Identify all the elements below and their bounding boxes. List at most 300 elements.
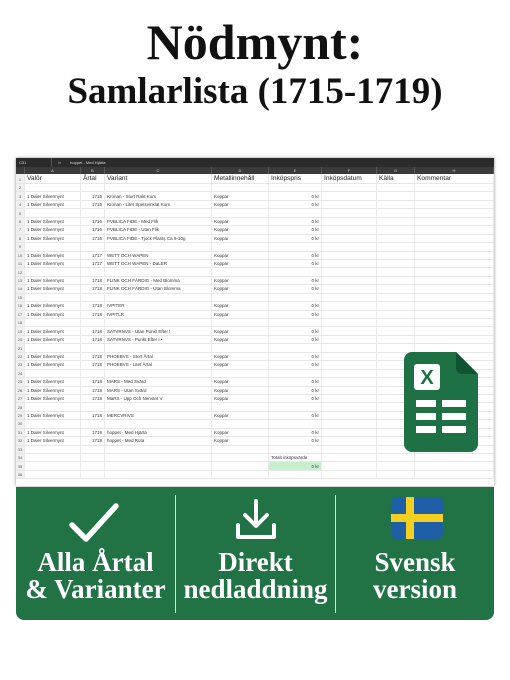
row-number[interactable]: 27 xyxy=(16,395,25,402)
cell[interactable] xyxy=(377,462,415,469)
cell[interactable]: MaRS - Upp Och Nervänt V xyxy=(105,395,212,402)
column-header[interactable]: B xyxy=(81,167,105,174)
cell[interactable] xyxy=(81,184,105,191)
cell[interactable]: 1718 xyxy=(81,327,105,334)
row-number[interactable]: 23 xyxy=(16,361,25,368)
cell[interactable]: 0 kr xyxy=(269,437,322,444)
cell[interactable] xyxy=(322,294,377,301)
cell[interactable] xyxy=(377,260,415,267)
column-header[interactable]: C xyxy=(105,167,212,174)
cell[interactable]: 1 Daler Silvermynt xyxy=(25,387,81,394)
cell[interactable]: 0 kr xyxy=(269,336,322,343)
cell[interactable] xyxy=(105,344,212,351)
cell[interactable] xyxy=(415,462,494,469)
row-number[interactable]: 9 xyxy=(16,243,25,250)
cell[interactable]: 1718 xyxy=(81,277,105,284)
cell[interactable] xyxy=(377,302,415,309)
cell[interactable] xyxy=(25,471,81,478)
cell[interactable]: Kronan - Litet Spetsvinklat Kors xyxy=(105,201,212,208)
row-number[interactable]: 8 xyxy=(16,235,25,242)
cell[interactable]: 0 kr xyxy=(269,226,322,233)
cell[interactable] xyxy=(81,268,105,275)
cell[interactable]: 1718 xyxy=(81,302,105,309)
cell[interactable] xyxy=(105,454,212,461)
row-number[interactable]: 28 xyxy=(16,403,25,410)
cell[interactable] xyxy=(322,454,377,461)
cell[interactable] xyxy=(105,243,212,250)
row-number[interactable]: 2 xyxy=(16,184,25,191)
cell[interactable]: PHOEBVS - Litet Årtal xyxy=(105,361,212,368)
cell[interactable] xyxy=(25,462,81,469)
cell[interactable]: MARS - Utan Svärd xyxy=(105,387,212,394)
cell[interactable] xyxy=(212,420,269,427)
cell[interactable] xyxy=(415,268,494,275)
cell[interactable] xyxy=(25,319,81,326)
cell[interactable] xyxy=(105,420,212,427)
cell[interactable]: 1 Daler Silvermynt xyxy=(25,302,81,309)
cell[interactable]: IVPITER xyxy=(105,302,212,309)
cell[interactable] xyxy=(322,302,377,309)
cell[interactable]: 1718 xyxy=(81,336,105,343)
corner-cell[interactable] xyxy=(16,167,25,174)
column-header[interactable]: G xyxy=(377,167,415,174)
cell[interactable]: Koppar xyxy=(212,218,269,225)
cell[interactable] xyxy=(415,285,494,292)
cell[interactable] xyxy=(269,209,322,216)
cell[interactable]: 1716 xyxy=(81,235,105,242)
column-title[interactable]: Årtal xyxy=(81,174,105,183)
cell[interactable]: 0 kr xyxy=(269,218,322,225)
row-number[interactable]: 35 xyxy=(16,462,25,469)
cell[interactable] xyxy=(105,446,212,453)
cell[interactable]: 0 kr xyxy=(269,387,322,394)
row-number[interactable]: 18 xyxy=(16,319,25,326)
cell[interactable] xyxy=(105,403,212,410)
cell[interactable] xyxy=(322,184,377,191)
cell[interactable] xyxy=(322,201,377,208)
cell[interactable] xyxy=(212,454,269,461)
cell[interactable] xyxy=(25,370,81,377)
cell[interactable]: 1 Daler Silvermynt xyxy=(25,378,81,385)
cell[interactable] xyxy=(322,344,377,351)
cell[interactable]: Koppar xyxy=(212,201,269,208)
cell[interactable] xyxy=(212,403,269,410)
row-number[interactable]: 26 xyxy=(16,387,25,394)
cell[interactable] xyxy=(269,446,322,453)
cell[interactable] xyxy=(377,454,415,461)
cell[interactable] xyxy=(322,361,377,368)
cell[interactable]: 1 Daler Silvermynt xyxy=(25,429,81,436)
cell[interactable]: hoppet - Med Hjärta xyxy=(105,429,212,436)
column-header[interactable]: D xyxy=(212,167,269,174)
cell[interactable] xyxy=(415,294,494,301)
cell[interactable] xyxy=(81,471,105,478)
cell[interactable] xyxy=(25,209,81,216)
cell[interactable]: 0 kr xyxy=(269,327,322,334)
cell[interactable] xyxy=(322,387,377,394)
cell[interactable] xyxy=(322,412,377,419)
row-number[interactable]: 34 xyxy=(16,454,25,461)
cell[interactable]: WETT OCH WAPEN - DaLER xyxy=(105,260,212,267)
cell[interactable]: 1 Daler Silvermynt xyxy=(25,192,81,199)
row-number[interactable]: 19 xyxy=(16,327,25,334)
cell[interactable] xyxy=(322,395,377,402)
row-number[interactable]: 21 xyxy=(16,344,25,351)
cell[interactable] xyxy=(269,471,322,478)
cell[interactable]: 1717 xyxy=(81,260,105,267)
cell[interactable] xyxy=(377,209,415,216)
cell[interactable]: 1 Daler Silvermynt xyxy=(25,201,81,208)
cell[interactable] xyxy=(377,336,415,343)
cell[interactable] xyxy=(415,201,494,208)
cell[interactable] xyxy=(81,403,105,410)
cell[interactable] xyxy=(415,192,494,199)
row-number[interactable]: 32 xyxy=(16,437,25,444)
cell[interactable] xyxy=(25,446,81,453)
cell[interactable] xyxy=(212,446,269,453)
cell[interactable]: Koppar xyxy=(212,235,269,242)
cell[interactable] xyxy=(415,471,494,478)
cell[interactable] xyxy=(25,184,81,191)
cell[interactable] xyxy=(415,218,494,225)
cell[interactable] xyxy=(269,319,322,326)
row-number[interactable]: 25 xyxy=(16,378,25,385)
cell[interactable] xyxy=(322,353,377,360)
cell[interactable]: MARS - Med Svärd xyxy=(105,378,212,385)
cell[interactable] xyxy=(25,344,81,351)
column-title[interactable]: Metallinnehåll xyxy=(212,174,269,183)
cell[interactable]: 1716 xyxy=(81,226,105,233)
column-title[interactable]: Källa xyxy=(377,174,415,183)
cell[interactable]: Totalt inköpsvärde xyxy=(269,454,322,461)
cell[interactable] xyxy=(269,268,322,275)
cell[interactable]: PVBLICA FIDE - Tjock Plantș Ca 9-10g xyxy=(105,235,212,242)
cell[interactable] xyxy=(81,420,105,427)
cell[interactable]: 1718 xyxy=(81,311,105,318)
row-number[interactable]: 17 xyxy=(16,311,25,318)
column-header[interactable]: F xyxy=(322,167,377,174)
cell[interactable] xyxy=(25,454,81,461)
cell[interactable]: 0 kr xyxy=(269,252,322,259)
cell[interactable] xyxy=(25,403,81,410)
cell[interactable] xyxy=(212,471,269,478)
cell[interactable]: Koppar xyxy=(212,226,269,233)
cell[interactable] xyxy=(322,311,377,318)
cell[interactable] xyxy=(415,260,494,267)
cell[interactable] xyxy=(322,277,377,284)
cell[interactable] xyxy=(322,336,377,343)
cell[interactable] xyxy=(415,302,494,309)
cell[interactable]: 1 Daler Silvermynt xyxy=(25,218,81,225)
cell[interactable] xyxy=(322,235,377,242)
row-number[interactable]: 7 xyxy=(16,226,25,233)
cell[interactable] xyxy=(415,243,494,250)
cell[interactable]: 1718 xyxy=(81,378,105,385)
row-number[interactable]: 14 xyxy=(16,285,25,292)
row-number[interactable]: 12 xyxy=(16,268,25,275)
cell[interactable] xyxy=(25,243,81,250)
cell[interactable]: Koppar xyxy=(212,327,269,334)
column-header[interactable]: E xyxy=(269,167,322,174)
column-header[interactable]: H xyxy=(415,167,494,174)
cell[interactable]: Koppar xyxy=(212,277,269,284)
cell[interactable]: 1 Daler Silvermynt xyxy=(25,327,81,334)
cell[interactable] xyxy=(377,268,415,275)
cell[interactable] xyxy=(322,192,377,199)
cell[interactable] xyxy=(105,268,212,275)
cell[interactable]: Koppar xyxy=(212,336,269,343)
cell[interactable] xyxy=(212,319,269,326)
cell[interactable]: Koppar xyxy=(212,378,269,385)
cell[interactable]: Koppar xyxy=(212,192,269,199)
cell[interactable] xyxy=(81,446,105,453)
cell[interactable]: 0 kr xyxy=(269,429,322,436)
row-number[interactable]: 20 xyxy=(16,336,25,343)
cell[interactable]: 1 Daler Silvermynt xyxy=(25,336,81,343)
cell[interactable]: 0 kr xyxy=(269,235,322,242)
cell[interactable]: Koppar xyxy=(212,311,269,318)
cell[interactable] xyxy=(269,184,322,191)
cell[interactable]: 1 Daler Silvermynt xyxy=(25,437,81,444)
cell[interactable] xyxy=(377,192,415,199)
cell[interactable] xyxy=(415,277,494,284)
cell[interactable]: 0 kr xyxy=(269,395,322,402)
cell[interactable] xyxy=(105,209,212,216)
cell[interactable]: 1 Daler Silvermynt xyxy=(25,412,81,419)
cell[interactable] xyxy=(377,471,415,478)
cell[interactable]: 1718 xyxy=(81,412,105,419)
cell[interactable] xyxy=(322,218,377,225)
cell[interactable] xyxy=(322,268,377,275)
cell[interactable]: PVBLICA FIDE - Med Flik xyxy=(105,218,212,225)
row-number[interactable]: 13 xyxy=(16,277,25,284)
cell[interactable] xyxy=(105,370,212,377)
cell[interactable]: Koppar xyxy=(212,412,269,419)
row-number[interactable]: 11 xyxy=(16,260,25,267)
cell[interactable] xyxy=(212,243,269,250)
cell[interactable]: 1 Daler Silvermynt xyxy=(25,235,81,242)
cell[interactable] xyxy=(377,344,415,351)
row-number[interactable]: 29 xyxy=(16,412,25,419)
row-number[interactable]: 24 xyxy=(16,370,25,377)
cell[interactable] xyxy=(322,420,377,427)
cell[interactable] xyxy=(212,462,269,469)
cell[interactable]: MERCVRIVS xyxy=(105,412,212,419)
cell[interactable] xyxy=(105,184,212,191)
cell[interactable]: 0 kr xyxy=(269,462,322,469)
cell[interactable] xyxy=(322,252,377,259)
cell[interactable] xyxy=(415,336,494,343)
cell[interactable]: Koppar xyxy=(212,437,269,444)
cell[interactable]: 1715 xyxy=(81,201,105,208)
cell[interactable] xyxy=(377,235,415,242)
cell[interactable] xyxy=(415,252,494,259)
cell[interactable] xyxy=(415,209,494,216)
cell[interactable] xyxy=(377,277,415,284)
formula-value[interactable]: hoppet - Med Hjärta xyxy=(70,160,106,165)
cell[interactable]: Kronan - Stort Rakt Kors xyxy=(105,192,212,199)
cell[interactable] xyxy=(415,319,494,326)
cell[interactable]: 1719 xyxy=(81,437,105,444)
cell[interactable]: 1 Daler Silvermynt xyxy=(25,353,81,360)
cell[interactable] xyxy=(377,252,415,259)
cell[interactable] xyxy=(269,243,322,250)
row-number[interactable]: 22 xyxy=(16,353,25,360)
cell[interactable] xyxy=(415,226,494,233)
row-number[interactable]: 31 xyxy=(16,429,25,436)
cell[interactable] xyxy=(322,446,377,453)
cell[interactable] xyxy=(377,218,415,225)
cell[interactable] xyxy=(377,226,415,233)
cell[interactable] xyxy=(377,294,415,301)
cell[interactable]: 0 kr xyxy=(269,260,322,267)
cell[interactable] xyxy=(322,319,377,326)
cell[interactable] xyxy=(322,370,377,377)
cell[interactable] xyxy=(377,201,415,208)
cell[interactable] xyxy=(415,327,494,334)
cell[interactable]: SATVRNVS - Utan Punkt Efter I xyxy=(105,327,212,334)
cell[interactable] xyxy=(212,294,269,301)
cell[interactable] xyxy=(105,294,212,301)
row-number[interactable]: 30 xyxy=(16,420,25,427)
cell[interactable]: 1715 xyxy=(81,192,105,199)
cell[interactable] xyxy=(322,471,377,478)
cell[interactable] xyxy=(25,268,81,275)
cell[interactable]: Koppar xyxy=(212,252,269,259)
cell[interactable] xyxy=(377,184,415,191)
cell[interactable] xyxy=(322,243,377,250)
cell[interactable]: Koppar xyxy=(212,429,269,436)
cell[interactable] xyxy=(377,285,415,292)
cell[interactable]: 1 Daler Silvermynt xyxy=(25,226,81,233)
cell[interactable]: 1718 xyxy=(81,361,105,368)
cell[interactable] xyxy=(322,226,377,233)
row-number[interactable]: 10 xyxy=(16,252,25,259)
cell[interactable] xyxy=(81,454,105,461)
row-number[interactable]: 15 xyxy=(16,294,25,301)
row-number[interactable]: 33 xyxy=(16,446,25,453)
cell[interactable]: Koppar xyxy=(212,387,269,394)
cell[interactable] xyxy=(81,209,105,216)
cell[interactable]: 0 kr xyxy=(269,311,322,318)
row-number[interactable]: 16 xyxy=(16,302,25,309)
row-number[interactable]: 1 xyxy=(16,174,25,183)
cell[interactable]: 1 Daler Silvermynt xyxy=(25,252,81,259)
cell[interactable]: PHOEBVS - Stort Årtal xyxy=(105,353,212,360)
cell[interactable]: 1 Daler Silvermynt xyxy=(25,277,81,284)
cell[interactable] xyxy=(269,294,322,301)
row-number[interactable]: 5 xyxy=(16,209,25,216)
cell[interactable]: Koppar xyxy=(212,285,269,292)
cell[interactable]: SATVRNVS - Punkt Efter I • xyxy=(105,336,212,343)
cell[interactable]: Koppar xyxy=(212,395,269,402)
cell[interactable] xyxy=(415,235,494,242)
cell[interactable] xyxy=(269,420,322,427)
cell[interactable]: 1718 xyxy=(81,387,105,394)
name-box[interactable]: C31 xyxy=(16,158,52,167)
cell[interactable] xyxy=(269,403,322,410)
cell[interactable] xyxy=(377,319,415,326)
cell[interactable] xyxy=(415,184,494,191)
cell[interactable]: 0 kr xyxy=(269,412,322,419)
cell[interactable]: FLINK OCH FÄRDIG - Utan Blomma xyxy=(105,285,212,292)
cell[interactable]: 1718 xyxy=(81,285,105,292)
cell[interactable] xyxy=(81,243,105,250)
cell[interactable] xyxy=(322,378,377,385)
cell[interactable] xyxy=(81,294,105,301)
cell[interactable] xyxy=(322,285,377,292)
cell[interactable]: 0 kr xyxy=(269,277,322,284)
row-number[interactable]: 36 xyxy=(16,471,25,478)
cell[interactable]: 1 Daler Silvermynt xyxy=(25,285,81,292)
cell[interactable] xyxy=(322,209,377,216)
cell[interactable] xyxy=(105,462,212,469)
cell[interactable] xyxy=(322,429,377,436)
cell[interactable]: FLINK OCH FÄRDIG - Med Blomma xyxy=(105,277,212,284)
cell[interactable] xyxy=(322,327,377,334)
cell[interactable]: Koppar xyxy=(212,260,269,267)
cell[interactable]: 1719 xyxy=(81,429,105,436)
cell[interactable] xyxy=(212,209,269,216)
cell[interactable]: 1718 xyxy=(81,395,105,402)
cell[interactable] xyxy=(81,319,105,326)
cell[interactable] xyxy=(322,260,377,267)
cell[interactable]: hoppet - Med Ruta xyxy=(105,437,212,444)
cell[interactable]: 0 kr xyxy=(269,378,322,385)
cell[interactable]: 0 kr xyxy=(269,353,322,360)
row-number[interactable]: 4 xyxy=(16,201,25,208)
cell[interactable] xyxy=(25,294,81,301)
cell[interactable]: PVBLICA FIDE - Utan Flik xyxy=(105,226,212,233)
column-title[interactable]: Inköpsdatum xyxy=(322,174,377,183)
cell[interactable] xyxy=(415,344,494,351)
cell[interactable]: 0 kr xyxy=(269,302,322,309)
cell[interactable]: WETT OCH WAPEN xyxy=(105,252,212,259)
cell[interactable]: 1718 xyxy=(81,353,105,360)
cell[interactable] xyxy=(322,437,377,444)
column-title[interactable]: Variant xyxy=(105,174,212,183)
cell[interactable]: Koppar xyxy=(212,361,269,368)
column-title[interactable]: Inköpspris xyxy=(269,174,322,183)
row-number[interactable]: 6 xyxy=(16,218,25,225)
cell[interactable] xyxy=(269,344,322,351)
column-header[interactable]: A xyxy=(25,167,81,174)
cell[interactable] xyxy=(81,370,105,377)
cell[interactable] xyxy=(105,471,212,478)
cell[interactable] xyxy=(81,462,105,469)
cell[interactable] xyxy=(81,344,105,351)
cell[interactable] xyxy=(415,454,494,461)
cell[interactable] xyxy=(105,319,212,326)
column-title[interactable]: Valör xyxy=(25,174,81,183)
cell[interactable]: 1 Daler Silvermynt xyxy=(25,311,81,318)
cell[interactable] xyxy=(212,184,269,191)
cell[interactable]: 1 Daler Silvermynt xyxy=(25,361,81,368)
cell[interactable] xyxy=(377,243,415,250)
cell[interactable] xyxy=(377,327,415,334)
cell[interactable] xyxy=(415,311,494,318)
cell[interactable]: 1 Daler Silvermynt xyxy=(25,395,81,402)
cell[interactable] xyxy=(269,370,322,377)
cell[interactable]: IVPITLR xyxy=(105,311,212,318)
cell[interactable]: 0 kr xyxy=(269,201,322,208)
cell[interactable]: 0 kr xyxy=(269,192,322,199)
cell[interactable]: Koppar xyxy=(212,353,269,360)
row-number[interactable]: 3 xyxy=(16,192,25,199)
cell[interactable] xyxy=(322,403,377,410)
cell[interactable]: Koppar xyxy=(212,302,269,309)
cell[interactable]: 1717 xyxy=(81,252,105,259)
